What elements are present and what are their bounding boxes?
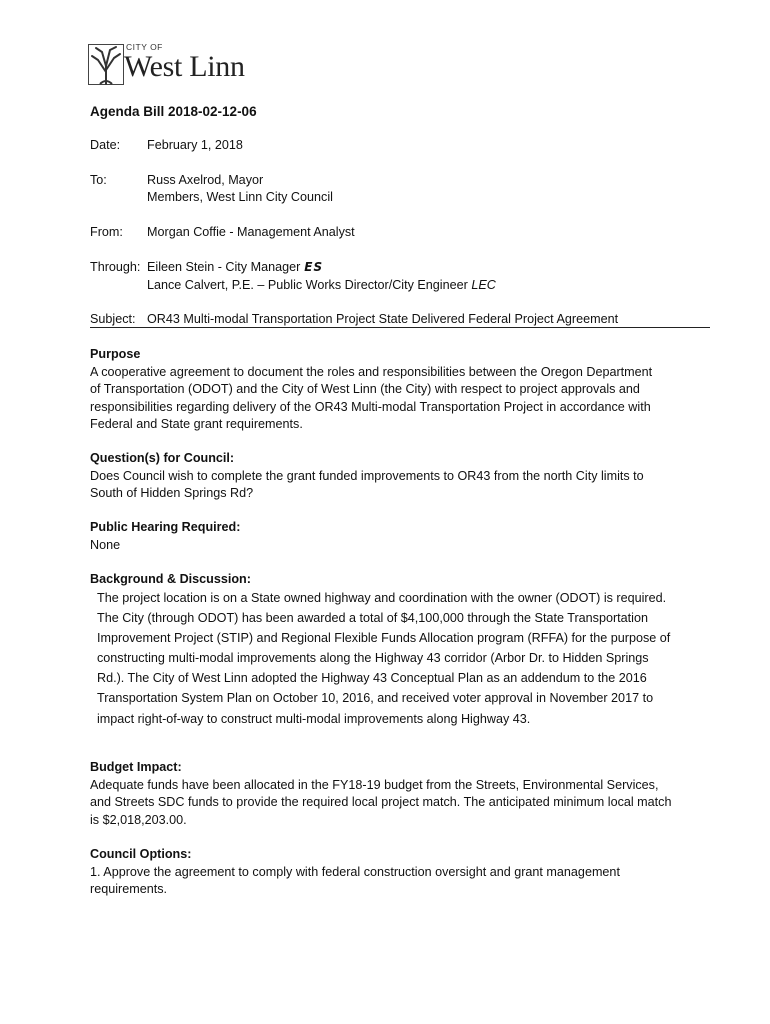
subject-label: Subject:: [90, 312, 136, 326]
background-line: Transportation System Plan on October 10, 2016, and received voter approval in November 2017 to: [97, 691, 654, 706]
subject-value: OR43 Multi-modal Transportation Project State Delivered Federal Project Agreement: [147, 312, 619, 326]
budget-line: Adequate funds have been allocated in the FY18-19 budget from the Streets, Environmental Services,: [90, 778, 659, 792]
purpose-text: [90, 364, 690, 433]
through-line-1: Eileen Stein - City Manager: [147, 260, 301, 274]
background-line: The project location is on a State owned highway and coordination with the owner (ODOT) is required.: [97, 591, 667, 605]
to-row: [90, 173, 263, 187]
hearing-text: [90, 537, 690, 554]
to-line-1: Russ Axelrod, Mayor: [147, 173, 264, 187]
to-line-2: Members, West Linn City Council: [147, 190, 333, 204]
background-text: [97, 588, 687, 729]
questions-line: Does Council wish to complete the grant funded improvements to OR43 from the north City limits to: [90, 469, 644, 483]
options-text: [90, 864, 690, 899]
background-line: Improvement Project (STIP) and Regional Flexible Funds Allocation program (RFFA) for the purpose of: [97, 631, 671, 646]
through-line-2-row: [147, 278, 496, 292]
budget-heading: Budget Impact:: [90, 760, 182, 774]
through-label: Through:: [90, 260, 141, 274]
questions-line: South of Hidden Springs Rd?: [90, 486, 254, 501]
city-name-logo: West Linn: [124, 50, 245, 83]
to-label: To:: [90, 173, 107, 187]
purpose-heading: Purpose: [90, 347, 141, 361]
background-line: constructing multi-modal improvements along the Highway 43 corridor (Arbor Dr. to Hidden Springs: [97, 651, 649, 666]
options-heading: Council Options:: [90, 847, 192, 861]
budget-line: and Streets SDC funds to provide the required local project match. The anticipated minimum local match: [90, 795, 672, 810]
through-line-2: Lance Calvert, P.E. – Public Works Director/City Engineer: [147, 278, 468, 292]
through-initials-2: LEC: [471, 278, 496, 292]
background-line: impact right-of-way to construct multi-modal improvements along Highway 43.: [97, 711, 531, 726]
purpose-line: A cooperative agreement to document the roles and responsibilities between the Oregon Department: [90, 365, 653, 379]
date-row: [90, 138, 243, 152]
purpose-line: responsibilities regarding delivery of the OR43 Multi-modal Transportation Project in accordance with: [90, 399, 651, 414]
date-value: February 1, 2018: [147, 138, 243, 152]
from-row: [90, 225, 355, 239]
hearing-line: None: [90, 538, 121, 552]
background-line: The City (through ODOT) has been awarded a total of $4,100,000 through the State Transportation: [97, 611, 648, 626]
budget-line: is $2,018,203.00.: [90, 812, 187, 827]
options-line: 1. Approve the agreement to comply with federal construction oversight and grant management: [90, 865, 620, 879]
city-of-label: CITY OF: [126, 42, 163, 52]
background-line: Rd.). The City of West Linn adopted the Highway 43 Conceptual Plan as an addendum to the 2016: [97, 671, 647, 686]
city-logo: [88, 42, 288, 88]
budget-text: [90, 777, 690, 829]
through-initials-1: ES: [304, 260, 324, 274]
subject-row: [90, 312, 618, 326]
questions-text: [90, 468, 690, 503]
questions-heading: Question(s) for Council:: [90, 451, 235, 465]
subject-divider: [90, 327, 710, 328]
purpose-line: Federal and State grant requirements.: [90, 416, 303, 431]
date-label: Date:: [90, 138, 121, 152]
from-label: From:: [90, 225, 123, 239]
options-line: requirements.: [90, 882, 167, 897]
from-value: Morgan Coffie - Management Analyst: [147, 225, 355, 239]
page-title: Agenda Bill 2018-02-12-06: [90, 104, 257, 119]
purpose-line: of Transportation (ODOT) and the City of West Linn (the City) with respect to project approvals and: [90, 382, 640, 397]
through-row: [90, 260, 323, 274]
hearing-heading: Public Hearing Required:: [90, 520, 241, 534]
tree-logo-icon: [88, 42, 124, 86]
background-heading: Background & Discussion:: [90, 572, 251, 586]
